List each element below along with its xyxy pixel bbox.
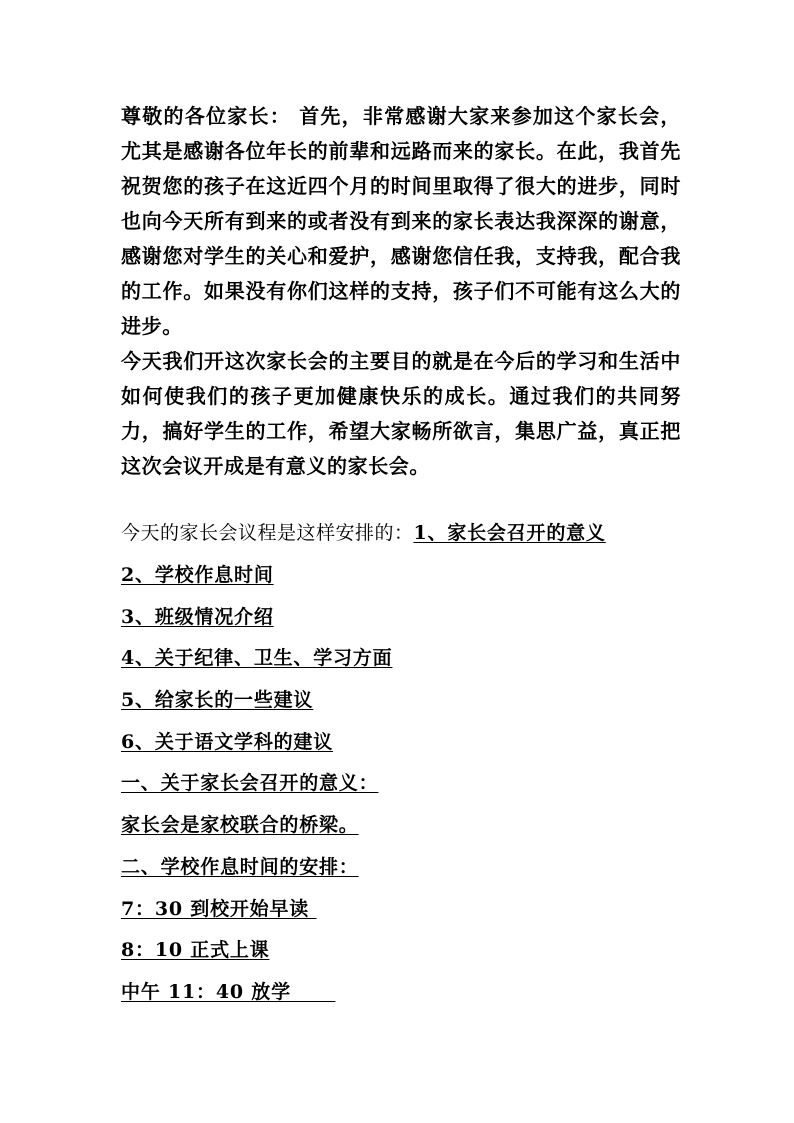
list-item — [121, 766, 681, 808]
list-item — [121, 975, 681, 1017]
agenda-item-4: 4、关于纪律、卫生、学习方面 — [121, 647, 393, 670]
agenda-item-5: 5、给家长的一些建议 — [121, 689, 314, 712]
schedule-item-3: 中午 11：40 放学 — [121, 980, 336, 1003]
agenda-list — [121, 558, 681, 1017]
opening-paragraph: 尊敬的各位家长： 首先，非常感谢大家来参加这个家长会，尤其是感谢各位年长的前辈和远路而来的家长。在此，我首先祝贺您的孩子在这近四个月的时间里取得了很大的进步，同时也向今天所有到来的或者没有到来的家长表达我深深的谢意，感谢您对学生的关心和爱护，感谢您信任我，支持我，配合我的工作。如果没有你们这样的支持，孩子们不可能有这么大的进步。 — [121, 104, 681, 338]
list-item — [121, 683, 681, 725]
agenda-item-2: 2、学校作息时间 — [121, 564, 274, 586]
list-item — [121, 641, 681, 683]
list-item — [121, 933, 681, 975]
list-item — [121, 558, 681, 600]
agenda-item-3: 3、班级情况介绍 — [121, 605, 274, 628]
section-1-text: 家长会是家校联合的桥梁。 — [121, 814, 359, 837]
agenda-item-6: 6、关于语文学科的建议 — [121, 730, 334, 753]
list-item — [121, 850, 681, 892]
purpose-paragraph: 今天我们开这次家长会的主要目的就是在今后的学习和生活中如何使我们的孩子更加健康快乐的成长。通过我们的共同努力，搞好学生的工作，希望大家畅所欲言，集思广益，真正把这次会议开成是有意义的家长会。 — [121, 349, 681, 478]
agenda-line — [121, 516, 681, 551]
list-item — [121, 808, 681, 850]
list-item — [121, 600, 681, 642]
list-item — [121, 725, 681, 767]
list-item — [121, 892, 681, 934]
agenda-lead: 今天的家长会议程是这样安排的： — [121, 522, 414, 544]
agenda-item-1: 1、家长会召开的意义 — [413, 522, 606, 544]
schedule-item-2: 8：10 正式上课 — [121, 939, 270, 962]
schedule-item-1: 7：30 到校开始早读 — [121, 897, 317, 920]
section-heading-1: 一、关于家长会召开的意义： — [121, 772, 379, 795]
section-heading-2: 二、学校作息时间的安排： — [121, 855, 359, 878]
